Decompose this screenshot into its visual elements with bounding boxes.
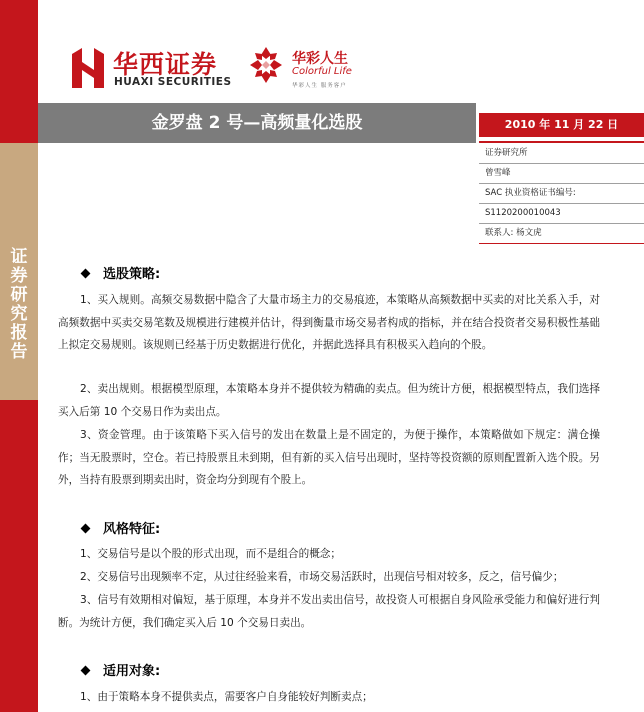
huacai-brand-english: Colorful Life — [292, 66, 352, 77]
paragraph-buy-rule: 1、买入规则。高频交易数据中隐含了大量市场主力的交易痕迹，本策略从高频数据中买卖的对比关系入手，对高频数据中买卖交易笔数及规模进行建模并估计，得到衡量市场交易者构成的指标，并在结合投资者交易积极性基础上拟定交易规则。该规则已经基于历史数据进行优化，并据此选择具有积极买入趋向的个股。 — [58, 294, 600, 351]
info-sac-label: SAC 执业资格证书编号: — [479, 184, 644, 204]
huaxi-brand-english: HUAXI SECURITIES — [114, 76, 232, 88]
info-institute: 证券研究所 — [479, 144, 644, 164]
paragraph-money-management: 3、资金管理。由于该策略下买入信号的发出在数量上是不固定的，为便于操作，本策略做如下规定：满仓操作；当无股票时，空仓。若已持股票且未到期，但有新的买入信号出现时，坚持等投资额的原则配置新入选个股。另外，当持有股票到期卖出时，资金均分到现有个股上。 — [58, 429, 600, 486]
huacai-logo-icon — [248, 45, 284, 85]
analyst-info — [479, 144, 644, 244]
sidebar-char: 券 — [10, 266, 28, 286]
huaxi-logo-icon — [70, 48, 106, 88]
paragraph-sell-rule: 2、卖出规则。根据模型原理，本策略本身并不提供较为精确的卖点。但为统计方便，根据模型特点，我们选择买入后第 10 个交易日作为卖出点。 — [58, 383, 600, 418]
sidebar-char: 究 — [10, 304, 28, 324]
sidebar-band-bottom — [0, 400, 38, 712]
diamond-bullet-icon — [81, 524, 91, 534]
info-analyst: 曾雪峰 — [479, 164, 644, 184]
info-sac-number: S1120200010043 — [479, 204, 644, 224]
paragraph-style-2: 2、交易信号出现频率不定，从过往经验来看，市场交易活跃时，出现信号相对较多，反之，信号偏少； — [80, 571, 564, 583]
sidebar-band-top — [0, 0, 38, 143]
section-heading-style — [82, 518, 160, 537]
huaxi-brand-name: 华西证券 — [113, 50, 218, 79]
section-heading-text: 适用对象: — [103, 664, 161, 679]
date-underline — [479, 141, 644, 143]
sidebar-char: 研 — [10, 285, 28, 305]
diamond-bullet-icon — [81, 666, 91, 676]
sidebar-char: 报 — [10, 323, 28, 343]
report-date: 2010 年 11 月 22 日 — [504, 118, 619, 131]
section-heading-strategy — [82, 263, 160, 282]
sidebar-char: 证 — [10, 247, 28, 267]
sidebar-vertical-label — [0, 248, 38, 362]
section-heading-text: 选股策略: — [103, 267, 161, 282]
diamond-bullet-icon — [81, 269, 91, 279]
info-contact: 联系人: 杨文虎 — [479, 224, 644, 244]
paragraph-style-3: 3、信号有效期相对偏短，基于原理，本身并不发出卖出信号，故投资人可根据自身风险承受能力和偏好进行判断。为统计方便，我们确定买入后 10 个交易日卖出。 — [58, 594, 600, 629]
huacai-brand-name: 华彩人生 — [292, 51, 348, 67]
paragraph-target-1: 1、由于策略本身不提供卖点，需要客户自身能较好判断卖点； — [80, 691, 373, 703]
section-heading-text: 风格特征: — [103, 522, 161, 537]
paragraph-style-1: 1、交易信号是以个股的形式出现，而不是组合的概念； — [80, 548, 341, 560]
report-title: 金罗盘 2 号—高频量化选股 — [151, 113, 363, 133]
huacai-slogan: 华彩人生 服务客户 — [292, 83, 347, 89]
sidebar-char: 告 — [10, 342, 28, 362]
section-heading-target — [82, 660, 160, 679]
